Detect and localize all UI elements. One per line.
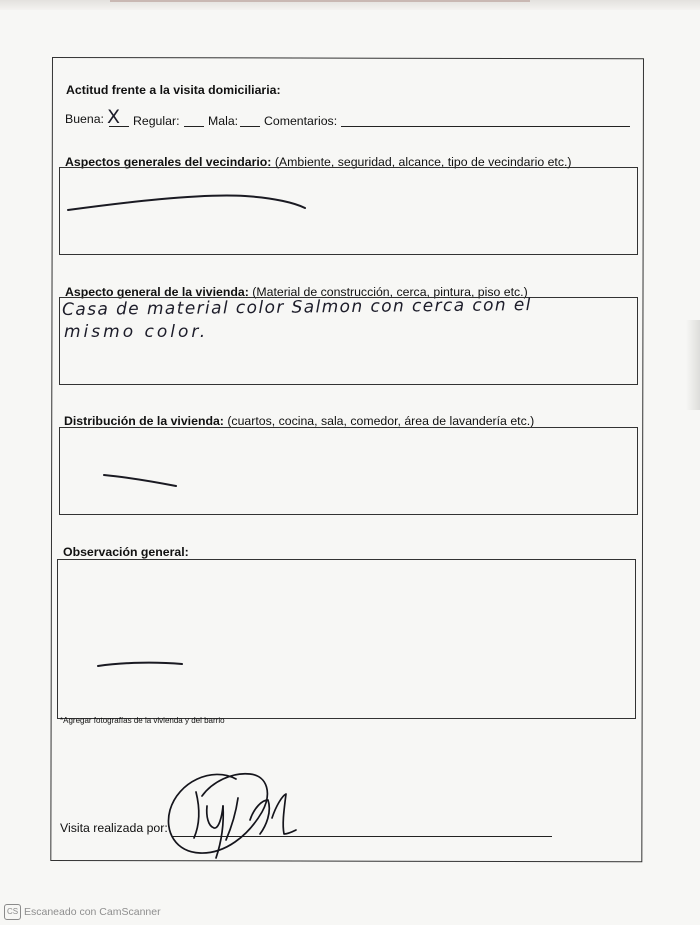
- signature-drawing: [168, 774, 296, 858]
- distribution-title: Distribución de la vivienda:: [64, 414, 224, 428]
- housing-title: Aspecto general de la vivienda:: [65, 285, 249, 299]
- photos-note: *Agregar fotografías de la vivienda y del barrio: [60, 716, 225, 725]
- distribution-dash-stroke: [104, 475, 176, 486]
- camscanner-logo: CS: [4, 904, 21, 920]
- camscanner-watermark: Escaneado con CamScanner: [24, 906, 161, 918]
- regular-label: Regular:: [133, 114, 180, 128]
- comentarios-label: Comentarios:: [264, 114, 338, 128]
- housing-handwriting-line2: mismo color.: [64, 322, 209, 342]
- neighborhood-hint: (Ambiente, seguridad, alcance, tipo de vecindario etc.): [274, 155, 572, 169]
- buena-check-mark: X: [107, 106, 121, 128]
- observation-dash-stroke: [98, 663, 182, 666]
- housing-hint: (Material de construcción, cerca, pintura, piso etc.): [252, 285, 528, 299]
- neighborhood-title: Aspectos generales del vecindario:: [65, 155, 272, 169]
- housing-handwriting-line1: Casa de material color Salmon con cerca con el: [62, 295, 532, 320]
- neighborhood-dash-stroke: [68, 195, 305, 210]
- distribution-hint: (cuartos, cocina, sala, comedor, área de lavandería etc.): [227, 414, 535, 428]
- observation-title: Observación general:: [63, 545, 189, 559]
- buena-label: Buena:: [65, 112, 104, 126]
- mala-label: Mala:: [208, 114, 239, 128]
- attitude-title: Actitud frente a la visita domiciliaria:: [66, 83, 281, 97]
- signature-label: Visita realizada por:: [60, 821, 168, 835]
